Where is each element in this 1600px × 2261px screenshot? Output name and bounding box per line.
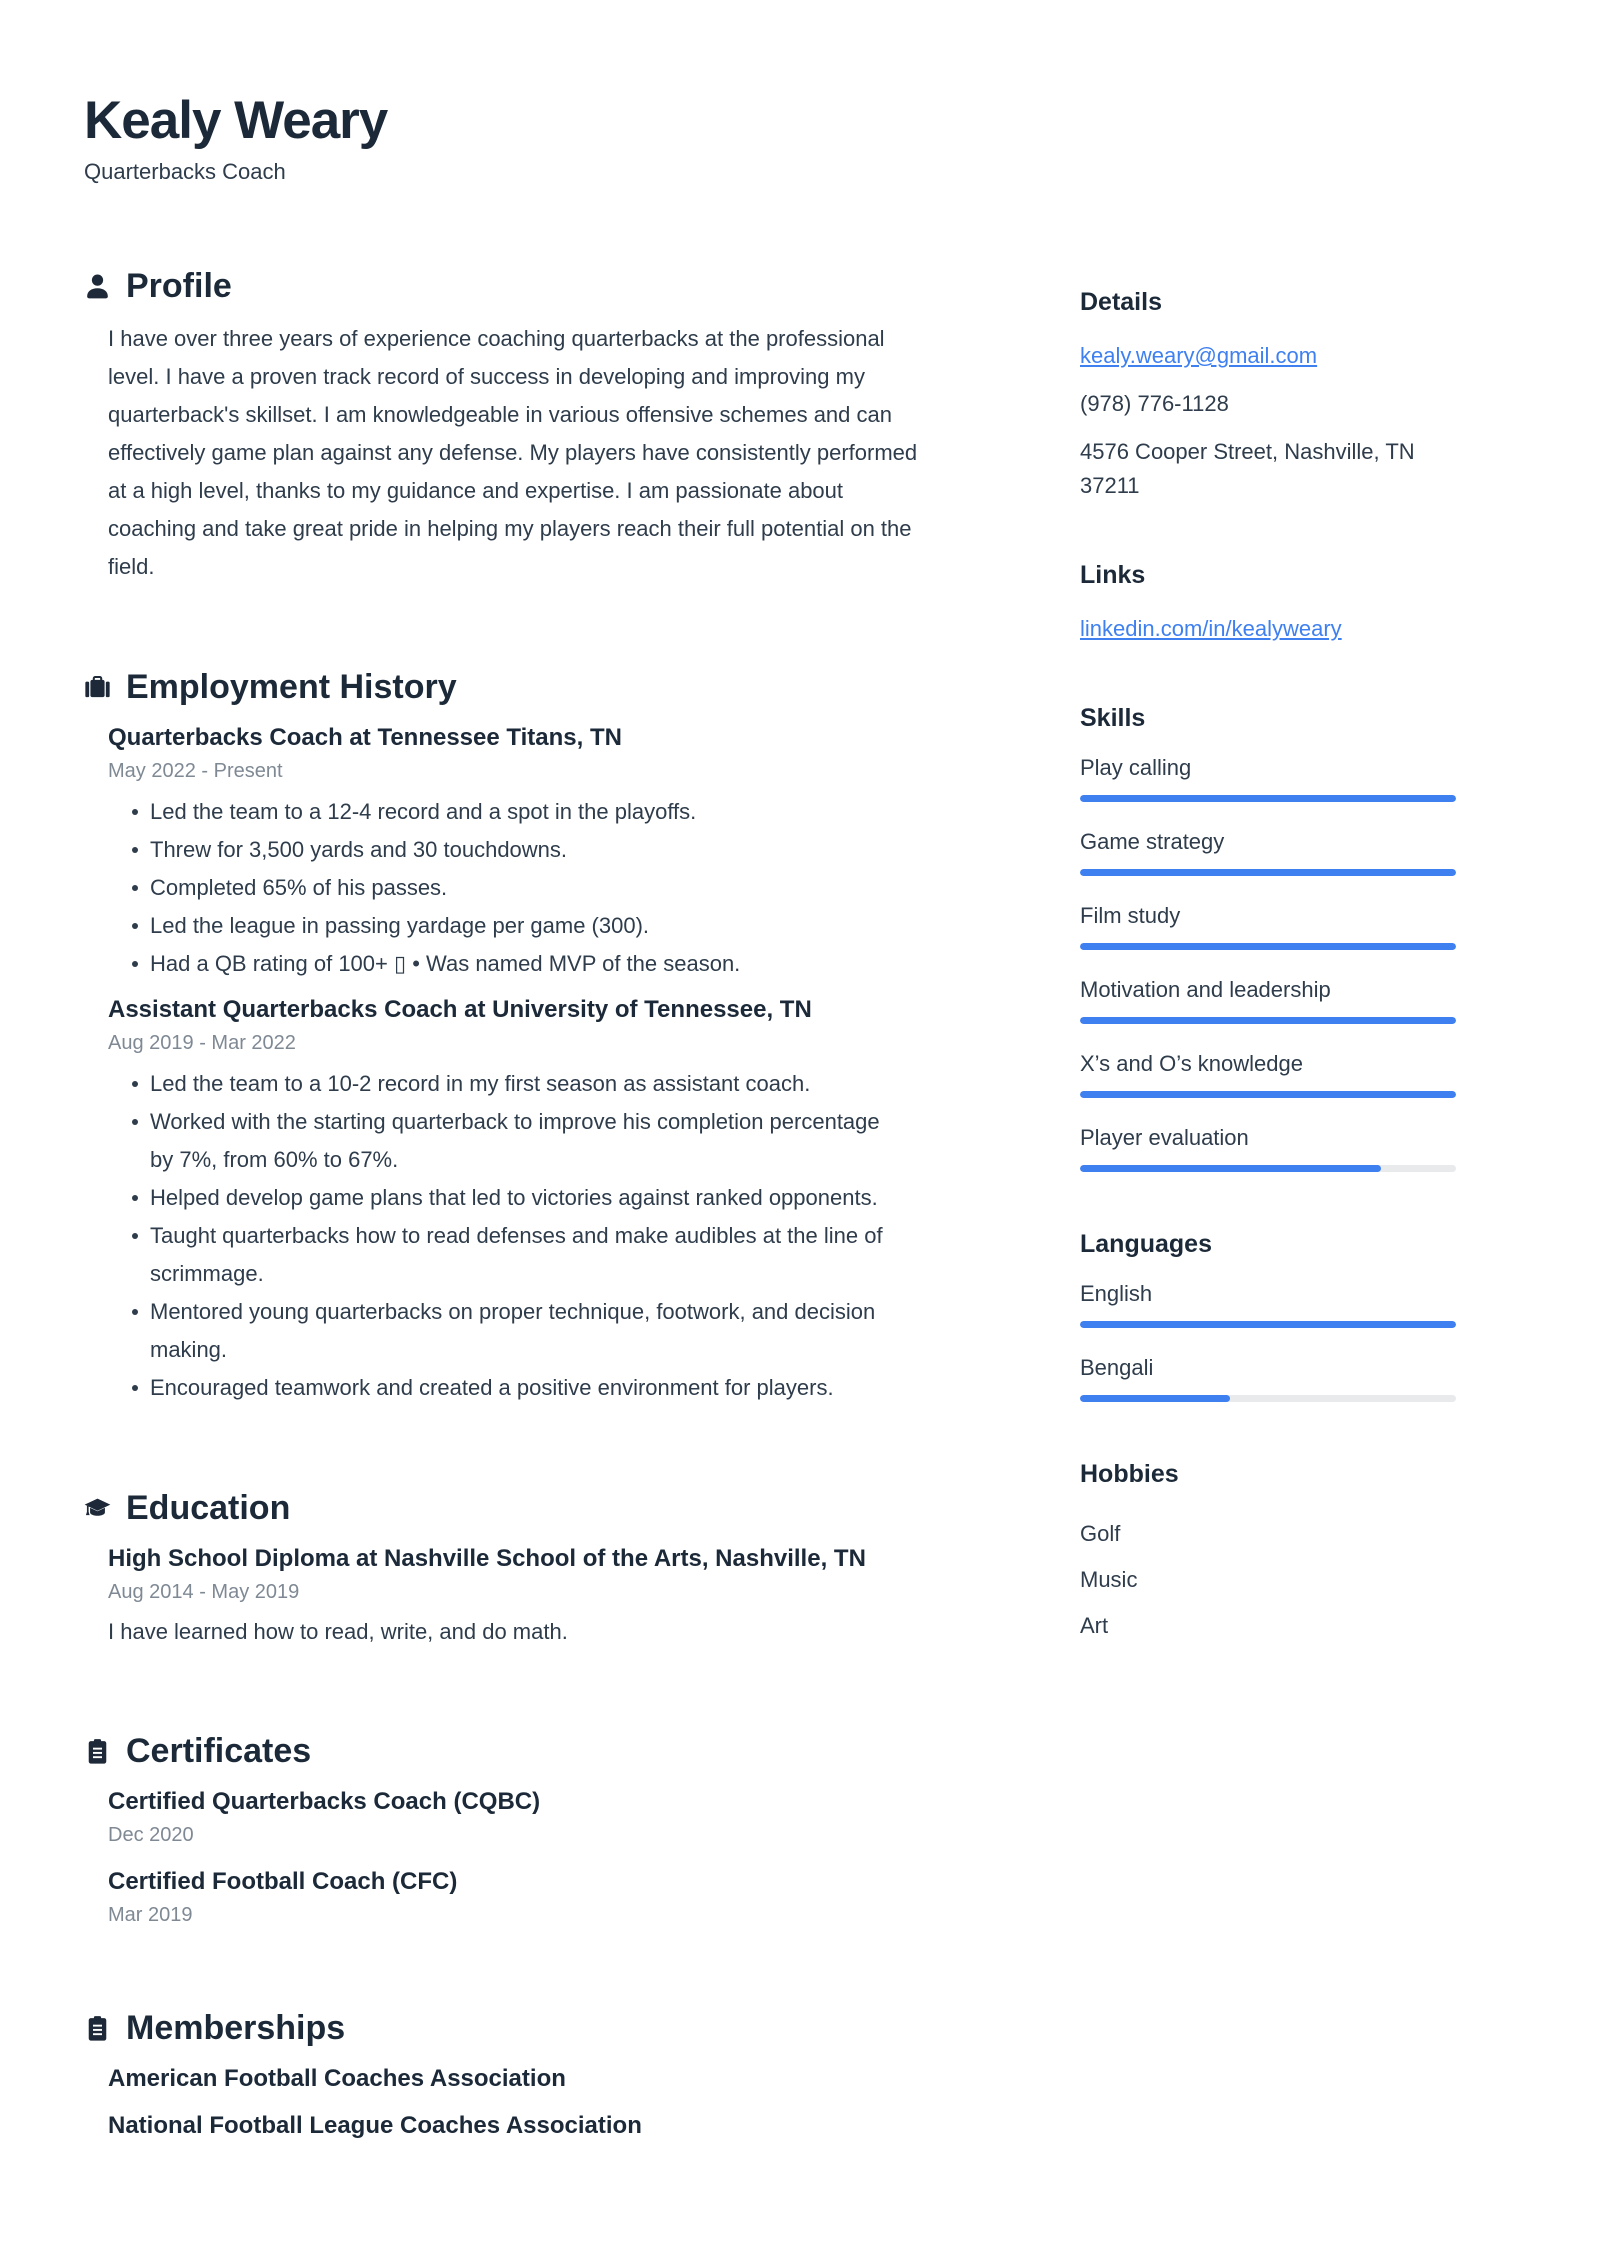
skill-row — [1080, 1051, 1516, 1098]
skills-heading: Skills — [1080, 704, 1146, 732]
skill-row — [1080, 1125, 1516, 1172]
clipboard-icon — [84, 2015, 111, 2042]
language-bar-track — [1080, 1395, 1456, 1402]
job-entry — [108, 993, 1000, 1407]
education-entry-dates: Aug 2014 - May 2019 — [108, 1581, 300, 1604]
employment-heading-row — [84, 668, 1000, 707]
bullet-item: Worked with the starting quarterback to improve his completion percentage by 7%, from 60% to 67%. — [108, 1103, 890, 1179]
education-entry-title: High School Diploma at Nashville School of the Arts, Nashville, TN — [108, 1545, 866, 1573]
skill-label: Film study — [1080, 903, 1181, 928]
bullet-item: Completed 65% of his passes. — [108, 869, 890, 907]
sidebar-links — [1080, 561, 1516, 646]
job-entry — [108, 721, 1000, 983]
certificate-date: Dec 2020 — [108, 1824, 194, 1847]
languages-heading: Languages — [1080, 1230, 1212, 1258]
clipboard-icon — [84, 1738, 111, 1765]
skill-bar-track — [1080, 1165, 1456, 1172]
certificates-heading-row — [84, 1732, 1000, 1771]
language-row — [1080, 1281, 1516, 1328]
briefcase-icon — [84, 674, 111, 701]
hobbies-list — [1080, 1511, 1516, 1649]
bullet-item: Taught quarterbacks how to read defenses and make audibles at the line of scrimmage. — [108, 1217, 890, 1293]
job-entry-title: Quarterbacks Coach at Tennessee Titans, TN — [108, 724, 622, 752]
language-label: Bengali — [1080, 1355, 1154, 1380]
bullet-item: Led the team to a 12-4 record and a spot in the playoffs. — [108, 793, 890, 831]
email-link[interactable]: kealy.weary@gmail.com — [1080, 343, 1318, 368]
skill-row — [1080, 977, 1516, 1024]
resume-header — [84, 92, 1000, 185]
bullet-item: Had a QB rating of 100+ ▯ • Was named MVP of the season. — [108, 945, 890, 983]
skill-label: Play calling — [1080, 755, 1192, 780]
certificates-heading: Certificates — [126, 1732, 312, 1771]
bullet-item: Led the league in passing yardage per game (300). — [108, 907, 890, 945]
job-entry-title: Assistant Quarterbacks Coach at University of Tennessee, TN — [108, 996, 812, 1024]
education-heading: Education — [126, 1489, 291, 1528]
profile-text: I have over three years of experience coaching quarterbacks at the professional level. I have a proven track record of success in developing and improving my quarterback's skillset. I am knowledgeable in various offensive schemes and can effectively game plan against any defense. My players have consistently performed at a high level, thanks to my guidance and expertise. I am passionate about coaching and take great pride in helping my players reach their full potential on the field. — [108, 326, 918, 580]
main-column — [84, 92, 1000, 2201]
person-name: Kealy Weary — [84, 91, 388, 150]
skill-bar-fill — [1080, 795, 1456, 802]
skill-bar-track — [1080, 1017, 1456, 1024]
language-label: English — [1080, 1281, 1153, 1306]
hobbies-heading: Hobbies — [1080, 1460, 1179, 1488]
skill-bar-track — [1080, 869, 1456, 876]
skill-bar-track — [1080, 795, 1456, 802]
sidebar-hobbies — [1080, 1460, 1516, 1649]
phone-number: (978) 776-1128 — [1080, 391, 1229, 416]
skill-bar-fill — [1080, 1017, 1456, 1024]
certificate-date: Mar 2019 — [108, 1904, 193, 1927]
profile-heading-row — [84, 267, 1000, 306]
person-icon — [84, 273, 111, 300]
language-row — [1080, 1355, 1516, 1402]
profile-heading: Profile — [126, 267, 232, 306]
skill-bar-track — [1080, 1091, 1456, 1098]
section-employment-history — [84, 668, 1000, 1407]
skill-label: Motivation and leadership — [1080, 977, 1331, 1002]
skill-row — [1080, 829, 1516, 876]
skill-bar-fill — [1080, 943, 1456, 950]
hobby-item: Music — [1080, 1567, 1138, 1592]
sidebar-languages — [1080, 1230, 1516, 1402]
person-job-title: Quarterbacks Coach — [84, 159, 286, 185]
skill-label: Game strategy — [1080, 829, 1225, 854]
skill-label: X’s and O’s knowledge — [1080, 1051, 1303, 1076]
skill-bar-track — [1080, 943, 1456, 950]
section-profile — [84, 267, 1000, 586]
certificate-title: Certified Quarterbacks Coach (CQBC) — [108, 1788, 541, 1816]
section-certificates — [84, 1732, 1000, 1927]
language-bar-track — [1080, 1321, 1456, 1328]
address-line-2: 37211 — [1080, 473, 1140, 498]
skills-list — [1080, 755, 1516, 1172]
section-memberships — [84, 2009, 1000, 2143]
skill-row — [1080, 903, 1516, 950]
skill-row — [1080, 755, 1516, 802]
email-row — [1080, 339, 1516, 373]
section-education — [84, 1489, 1000, 1650]
hobby-item: Art — [1080, 1613, 1109, 1638]
job-entry-dates: May 2022 - Present — [108, 760, 283, 783]
skill-bar-fill — [1080, 1091, 1456, 1098]
language-bar-fill — [1080, 1321, 1456, 1328]
employment-heading: Employment History — [126, 668, 457, 707]
bullet-item: Mentored young quarterbacks on proper technique, footwork, and decision making. — [108, 1293, 890, 1369]
graduation-cap-icon — [84, 1495, 111, 1522]
sidebar-skills — [1080, 704, 1516, 1172]
education-heading-row — [84, 1489, 1000, 1528]
job-entry-dates: Aug 2019 - Mar 2022 — [108, 1032, 296, 1055]
memberships-heading: Memberships — [126, 2009, 346, 2048]
job-bullet-list — [108, 793, 1000, 983]
sidebar-details — [1080, 288, 1516, 503]
address-line-1: 4576 Cooper Street, Nashville, TN — [1080, 439, 1415, 464]
links-heading: Links — [1080, 561, 1146, 589]
certificate-entry — [108, 1865, 1000, 1927]
skill-bar-fill — [1080, 1165, 1381, 1172]
details-heading: Details — [1080, 288, 1162, 316]
bullet-item: Encouraged teamwork and created a positive environment for players. — [108, 1369, 890, 1407]
language-bar-fill — [1080, 1395, 1230, 1402]
memberships-heading-row — [84, 2009, 1000, 2048]
sidebar — [1080, 92, 1516, 2201]
address — [1080, 435, 1516, 503]
job-bullet-list — [108, 1065, 1000, 1407]
skill-label: Player evaluation — [1080, 1125, 1249, 1150]
links-list — [1080, 612, 1516, 646]
bullet-item: Led the team to a 10-2 record in my first season as assistant coach. — [108, 1065, 890, 1103]
bullet-item: Helped develop game plans that led to victories against ranked opponents. — [108, 1179, 890, 1217]
education-entry-description: I have learned how to read, write, and do math. — [108, 1619, 568, 1645]
certificate-title: Certified Football Coach (CFC) — [108, 1868, 458, 1896]
linkedin-link[interactable]: linkedin.com/in/kealyweary — [1080, 616, 1342, 641]
membership-item: National Football League Coaches Association — [108, 2112, 642, 2140]
languages-list — [1080, 1281, 1516, 1402]
certificate-entry — [108, 1785, 1000, 1847]
membership-item: American Football Coaches Association — [108, 2065, 566, 2093]
hobby-item: Golf — [1080, 1521, 1121, 1546]
bullet-item: Threw for 3,500 yards and 30 touchdowns. — [108, 831, 890, 869]
skill-bar-fill — [1080, 869, 1456, 876]
